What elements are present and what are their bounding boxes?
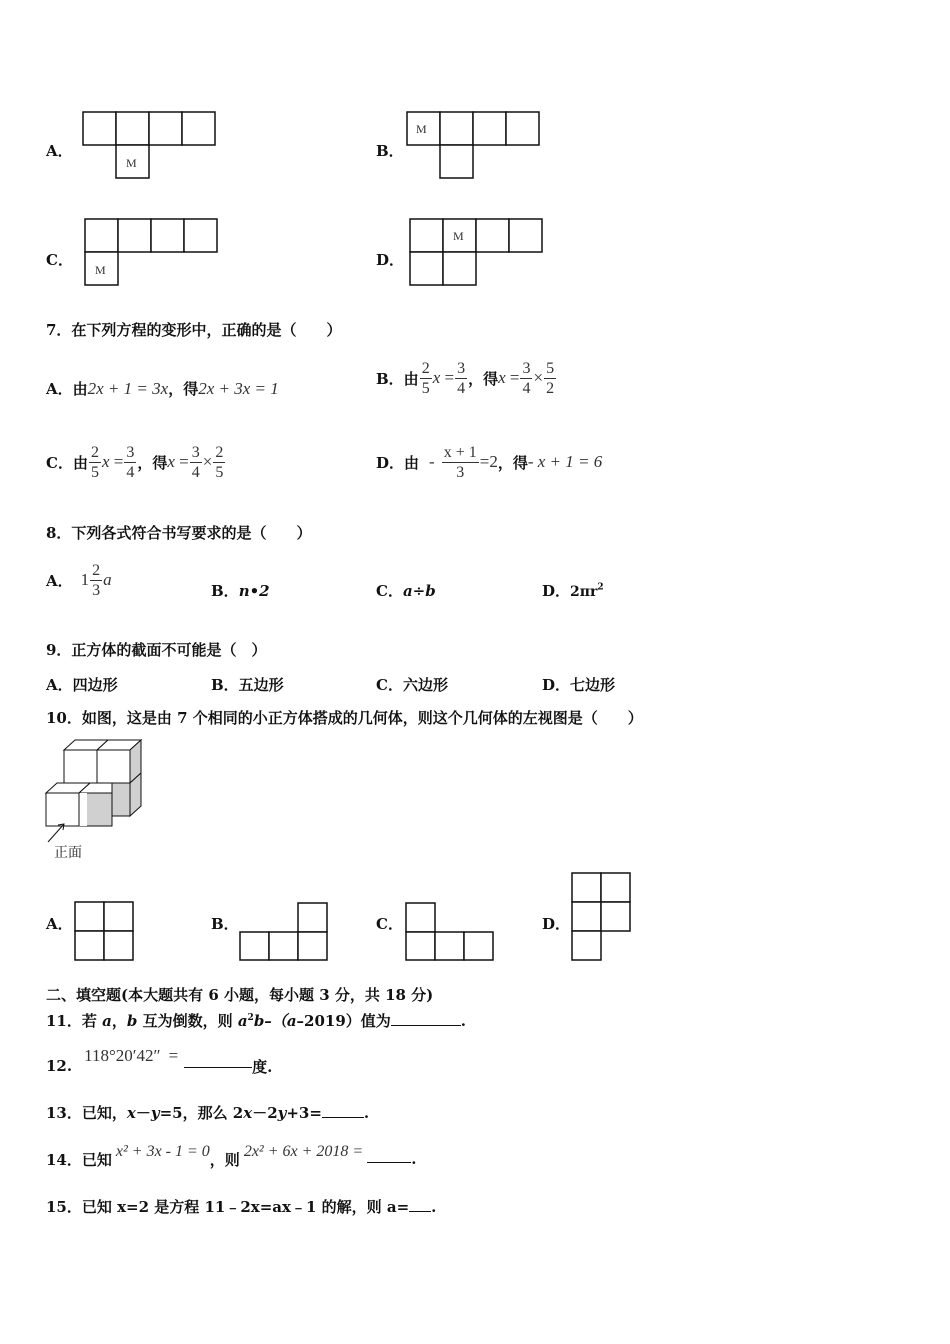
q8-option-b[interactable]: B．n•2 xyxy=(211,582,270,600)
q10-solid-figure xyxy=(44,738,146,838)
q15: 15．已知 x=2 是方程 11﹣2x=ax﹣1 的解，则 a= . xyxy=(46,1198,437,1216)
q10-option-d-label: D． xyxy=(542,915,571,933)
q6-b-marker: M xyxy=(416,122,427,136)
q7-option-c[interactable]: C．由 $\frac{2}{5}$ x = $\frac{3}{4}$ ，得 x = $\frac{3}{4}$ × $\frac{2}{5}$ xyxy=(46,443,224,481)
q7-option-a[interactable]: A．由2x + 1 = 3x，得2x + 3x = 1 xyxy=(46,379,279,398)
q8-option-c[interactable]: C．a÷b xyxy=(376,582,436,600)
q7-option-b[interactable]: B．由 $\frac{2}{5}$ x = $\frac{3}{4}$ ，得 x = $\frac{3}{4}$ × $\frac{5}{2}$ xyxy=(376,359,555,397)
q6-a-marker: M xyxy=(126,156,137,170)
q9-option-b[interactable]: B．五边形 xyxy=(211,676,284,694)
q10-option-b-view[interactable] xyxy=(239,902,329,961)
q11: 11．若 a，b 互为倒数，则 $a^2b-(a-2019)$值为 . xyxy=(46,1012,467,1030)
q6-option-a-label: A． xyxy=(46,142,73,160)
q6-option-d-label: D． xyxy=(376,251,405,269)
q13: 13．已知，x－y=5，那么 2x－2y+3= . xyxy=(46,1104,370,1122)
q6-option-c-label: C． xyxy=(46,251,73,269)
q15-answer-blank[interactable] xyxy=(409,1211,431,1212)
q6-c-marker: M xyxy=(95,263,106,277)
q8-stem: 8．下列各式符合书写要求的是（ ） xyxy=(46,524,312,542)
q10-option-a-label: A． xyxy=(46,915,73,933)
q10-front-label: 正面 xyxy=(54,845,82,861)
q10-option-c-view[interactable] xyxy=(405,902,495,961)
q6-option-a-net[interactable] xyxy=(82,111,216,179)
q9-option-d[interactable]: D．七边形 xyxy=(542,676,616,694)
q6-option-c-net[interactable] xyxy=(84,218,218,286)
q14: 14．已知 x² + 3x - 1 = 0 ，则 2x² + 6x + 2018 = . xyxy=(46,1143,417,1169)
q12-answer-blank[interactable] xyxy=(184,1067,252,1068)
q6-d-marker: M xyxy=(453,229,464,243)
q10-option-b-label: B． xyxy=(211,915,239,933)
q14-answer-blank[interactable] xyxy=(367,1162,411,1163)
q8-option-a[interactable]: A． 1 $\frac{2}{3}$ a xyxy=(46,561,112,599)
q7-stem: 7．在下列方程的变形中，正确的是（ ） xyxy=(46,321,342,339)
q9-stem: 9．正方体的截面不可能是（ ） xyxy=(46,641,267,659)
q9-option-c[interactable]: C．六边形 xyxy=(376,676,448,694)
q6-option-b-label: B． xyxy=(376,142,404,160)
q7-option-d[interactable]: D．由 - $\frac{x + 1}{3}$ = 2 ，得 - x + 1 = 6 xyxy=(376,443,603,481)
q10-stem: 10．如图，这是由 7 个相同的小正方体搭成的几何体，则这个几何体的左视图是（ ） xyxy=(46,709,643,727)
q11-answer-blank[interactable] xyxy=(391,1025,461,1026)
q10-option-d-view[interactable] xyxy=(571,872,631,962)
section-2-title: 二、填空题(本大题共有 6 小题，每小题 3 分，共 18 分) xyxy=(46,986,434,1004)
q10-option-a-view[interactable] xyxy=(74,901,134,961)
q9-option-a[interactable]: A．四边形 xyxy=(46,676,118,694)
q6-option-b-net[interactable] xyxy=(406,111,540,179)
q10-option-c-label: C． xyxy=(376,915,403,933)
q12: 12. 118°20′42″ = 度. xyxy=(46,1046,273,1076)
q6-option-d-net[interactable] xyxy=(409,218,543,286)
q8-option-d[interactable]: D．$2\pi r^2$ xyxy=(542,582,604,600)
q13-answer-blank[interactable] xyxy=(322,1117,364,1118)
